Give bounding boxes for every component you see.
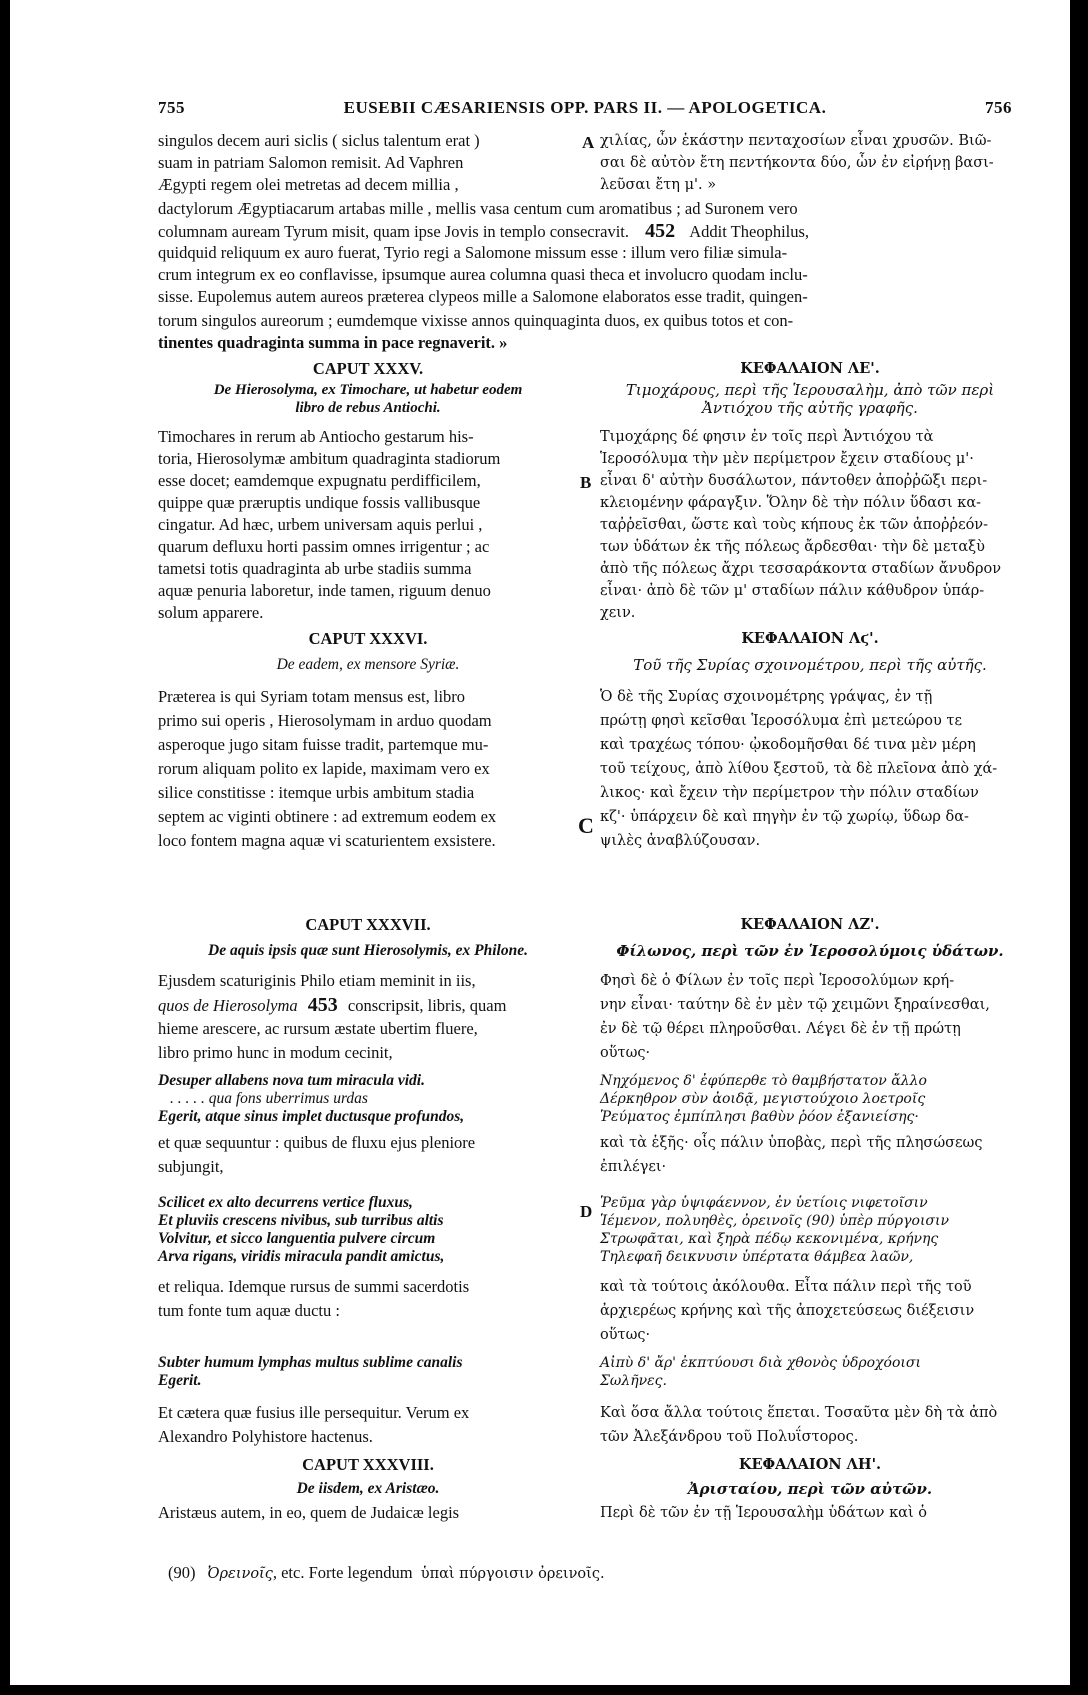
grk-verse-line: Στρωφᾶται, καὶ ξηρὰ πέδῳ κεκονιμένα, κρήνης <box>600 1231 939 1247</box>
grk-verse-line: Τηλεφαῆ δεικνυσιν ὑπέρτατα θάμβεα λαῶν, <box>600 1249 914 1265</box>
intro-full-line: quidquid reliquum ex auro fuerat, Tyrio regi a Salomone missum esse : illum vero filiæ simula- <box>158 243 788 262</box>
lat-text-line: et reliqua. Idemque rursus de summi sacerdotis <box>158 1277 470 1296</box>
kephalaion-35-title: ΚΕΦΑΛΑΙΟΝ ΛΕ'. <box>740 360 880 377</box>
verse-line: Scilicet ex alto decurrens vertice fluxus, <box>158 1194 413 1211</box>
grk-text-line: Ἱεροσόλυμα τὴν μὲν περίμετρον ἔχειν σταδίους μ'· <box>600 451 974 467</box>
grk-verse-line: Ῥεύματος ἐμπίπλησι βαθὺν ῥόον ἐξανιείσης· <box>600 1109 919 1125</box>
grk-text-line: τῶν Ἀλεξάνδρου τοῦ Πολυΐστορος. <box>600 1429 859 1445</box>
grk-text-line: ἀρχιερέως κρήνης καὶ τῆς ἀποχετεύσεως διέξεισιν <box>600 1303 975 1319</box>
kephalaion-35-subtitle: Τιμοχάρους, περὶ τῆς Ἱερουσαλὴμ, ἀπὸ τῶν περὶ <box>625 381 995 399</box>
grk-text-line: Ὁ δὲ τῆς Συρίας σχοινομέτρης γράψας, ἐν τῇ <box>600 689 933 705</box>
kephalaion-36-title: ΚΕΦΑΛΑΙΟΝ Λϛ'. <box>741 630 879 647</box>
footnote <box>168 1562 605 1585</box>
grk-text-line: Φησὶ δὲ ὁ Φίλων ἐν τοῖς περὶ Ἱεροσολύμων κρή- <box>600 973 955 989</box>
intro-right-line: λεῦσαι ἔτη μ'. » <box>600 177 717 193</box>
footnote-number: (90) <box>168 1563 196 1582</box>
grk-text-line: ψιλὲς ἀναβλύζουσαν. <box>600 833 761 849</box>
lat-text-line: et quæ sequuntur : quibus de fluxu ejus pleniore <box>158 1133 476 1152</box>
intro-full-line <box>158 220 809 243</box>
verse-line: Egerit, atque sinus implet ductusque profundos, <box>158 1108 465 1125</box>
lat-text-line: quarum defluxu horti passim omnes irrigentur ; ac <box>158 537 490 556</box>
grk-text-line: ἐπιλέγει· <box>600 1159 667 1175</box>
caput-36-subtitle: De eadem, ex mensore Syriæ. <box>276 656 460 673</box>
intro-full-line: torum singulos aureorum ; eumdemque vixisse annos quinquaginta duos, ex quibus totos et con- <box>158 311 794 330</box>
caput-38-title: CAPUT XXXVIII. <box>302 1455 434 1474</box>
grk-text-line: Καὶ ὅσα ἄλλα τούτοις ἕπεται. Τοσαῦτα μὲν δὴ τὰ ἀπὸ <box>600 1405 998 1421</box>
grk-text-line: οὕτως· <box>600 1327 651 1343</box>
grk-verse-line: Δέρκηθρον σὺν ἀοιδᾷ, μεγιστούχοιο λοετροῖς <box>600 1091 926 1107</box>
caput-35-title: CAPUT XXXV. <box>312 359 424 378</box>
footnote-text: , etc. Forte legendum <box>272 1563 413 1582</box>
grk-verse-line: Ῥεῦμα γὰρ ὑψιφάεννον, ἐν ὑετίοις νιφετοῖσιν <box>600 1195 928 1211</box>
intro-full-line: dactylorum Ægyptiacarum artabas mille , mellis vasa centum cum aromatibus ; ad Suronem vero <box>158 199 798 218</box>
running-title: EUSEBII CÆSARIENSIS OPP. PARS II. — APOLOGETICA. <box>343 98 827 117</box>
caput-37-subtitle: De aquis ipsis quæ sunt Hierosolymis, ex Philone. <box>208 942 528 959</box>
kephalaion-37-subtitle: Φίλωνος, περὶ τῶν ἐν Ἱεροσολύμοις ὑδάτων. <box>616 942 1004 960</box>
grk-text-line: καὶ τὰ ἑξῆς· οἷς πάλιν ὑποβὰς, περὶ τῆς πλησώσεως <box>600 1135 983 1151</box>
intro-full-line: sisse. Eupolemus autem aureos præterea clypeos mille a Salomone elaboratos esse tradit, quingen- <box>158 287 808 306</box>
lat-text-span: quos de Hierosolyma <box>158 996 298 1015</box>
intro-left-line: suam in patriam Salomon remisit. Ad Vaphren <box>158 153 464 172</box>
intro-right-line: σαι δὲ αὐτὸν ἔτη πεντήκοντα δύο, ὧν ἐν εἰρήνῃ βασι- <box>600 155 994 171</box>
lat-text-line: quippe quæ præruptis undique fossis vallibusque <box>158 493 481 512</box>
verse-line: Arva rigans, viridis miracula pandit amictus, <box>158 1248 445 1265</box>
scan-edge-left <box>0 0 10 1695</box>
caput-38-subtitle: De iisdem, ex Aristæo. <box>296 1480 440 1497</box>
lat-text-line: Ejusdem scaturiginis Philo etiam meminit in iis, <box>158 971 476 990</box>
verse-line: . . . . . qua fons uberrimus urdas <box>170 1090 368 1107</box>
grk-verse-line: Αἰπὺ δ' ἄρ' ἐκπτύουσι διὰ χθονὸς ὑδροχόοισι <box>600 1355 921 1371</box>
grk-text-line: οὕτως· <box>600 1045 651 1061</box>
lat-text-line: cingatur. Ad hæc, urbem universam aquis perlui , <box>158 515 483 534</box>
grk-text-line: ταῤῥεῖσθαι, ὥστε καὶ τοὺς κήπους ἐκ τῶν ἀποῤῥεόν- <box>600 517 989 533</box>
scan-edge-right <box>1070 0 1088 1695</box>
lat-text-line: silice constitisse : itemque urbis ambitum stadia <box>158 783 475 802</box>
running-header <box>150 90 1020 120</box>
grk-verse-line: Σωλῆνες. <box>600 1373 667 1389</box>
caput-35-subtitle: libro de rebus Antiochi. <box>295 400 441 416</box>
grk-text-line: καὶ τραχέως τόπου· ᾠκοδομῆσθαι δέ τινα μὲν μέρη <box>600 737 976 753</box>
grk-text-line: ἐν δὲ τῷ θέρει πληροῦσθαι. Λέγει δὲ ἐν τῇ πρώτῃ <box>600 1021 961 1037</box>
lat-text-span: conscripsit, libris, quam <box>347 996 507 1015</box>
lat-text-line: subjungit, <box>158 1157 224 1176</box>
grk-text-line: Περὶ δὲ τῶν ἐν τῇ Ἱερουσαλὴμ ὑδάτων καὶ ὁ <box>600 1505 927 1521</box>
kephalaion-38-subtitle: Ἀρισταίου, περὶ τῶν αὐτῶν. <box>687 1480 933 1498</box>
intro-full-line: crum integrum ex eo conflavisse, ipsumque aurea columna quasi theca et involucro quodam inclu- <box>158 265 808 284</box>
page-number-right: 756 <box>985 98 1012 117</box>
grk-text-line: εἶναι· ἀπὸ δὲ τῶν μ' σταδίων πάλιν κάθυδρον ὑπάρ- <box>600 583 985 599</box>
lat-text-line: hieme arescere, ac rursum æstate ubertim fluere, <box>158 1019 478 1038</box>
lat-text-line: esse docet; eamdemque expugnatu perdifficilem, <box>158 471 481 490</box>
verse-line: Volvitur, et sicco languentia pulvere circum <box>158 1230 436 1247</box>
kephalaion-38-title: ΚΕΦΑΛΑΙΟΝ ΛΗ'. <box>738 1456 882 1473</box>
grk-text-line: κλειομένην φάραγξιν. Ὅλην δὲ τὴν πόλιν ὕδασι κα- <box>600 495 982 511</box>
caput-37-title: CAPUT XXXVII. <box>305 915 431 934</box>
lat-text-line: Alexandro Polyhistore hactenus. <box>158 1427 373 1446</box>
kephalaion-37-title: ΚΕΦΑΛΑΙΟΝ ΛΖ'. <box>740 916 880 933</box>
margin-marker-c: C <box>578 813 594 838</box>
grk-text-line: Τιμοχάρης δέ φησιν ἐν τοῖς περὶ Ἀντιόχου τὰ <box>600 429 934 445</box>
lat-text-line: Aristæus autem, in eo, quem de Judaicæ legis <box>158 1503 460 1522</box>
marginal-number-453: 453 <box>307 994 338 1016</box>
intro-full-text: columnam auream Tyrum misit, quam ipse Jovis in templo consecravit. <box>158 222 629 241</box>
lat-text-line: tametsi totis quadraginta ab urbe stadiis summa <box>158 559 472 578</box>
intro-left-line: singulos decem auri siclis ( siclus talentum erat ) <box>158 131 480 150</box>
marginal-number-452: 452 <box>645 220 676 242</box>
intro-full-line: tinentes quadraginta summa in pace regnaverit. » <box>158 333 508 352</box>
grk-text-line: τοῦ τείχους, ἀπὸ λίθου ξεστοῦ, τὰ δὲ πλεῖονα ἀπὸ χά- <box>600 761 998 777</box>
caput-35-subtitle: De Hierosolyma, ex Timochare, ut habetur eodem <box>213 382 523 398</box>
grk-text-line: χειν. <box>600 605 636 621</box>
lat-text-line: primo sui operis , Hierosolymam in arduo quodam <box>158 711 492 730</box>
lat-text-line: libro primo hunc in modum cecinit, <box>158 1043 393 1062</box>
grk-text-line: καὶ τὰ τούτοις ἀκόλουθα. Εἶτα πάλιν περὶ τῆς τοῦ <box>600 1279 972 1295</box>
footnote-greek: Ὀρεινοῖς <box>207 1566 273 1582</box>
verse-line: Et pluviis crescens nivibus, sub turribus altis <box>158 1212 444 1229</box>
lat-text-line: Timochares in rerum ab Antiocho gestarum his- <box>158 427 474 446</box>
margin-marker-a: A <box>582 133 595 152</box>
lat-text-line: solum apparere. <box>158 603 264 622</box>
page-number-left: 755 <box>158 98 185 117</box>
lat-text-line: tum fonte tum aquæ ductu : <box>158 1301 340 1320</box>
grk-text-line: κζ'· ὑπάρχειν δὲ καὶ πηγὴν ἐν τῷ χωρίῳ, ὕδωρ δα- <box>600 809 969 825</box>
lat-text-line: rorum aliquam polito ex lapide, maximam vero ex <box>158 759 490 778</box>
grk-text-line: λικος· καὶ ἔχειν τὴν περίμετρον τὴν πόλιν σταδίων <box>600 785 979 801</box>
lat-text-line: Præterea is qui Syriam totam mensus est, libro <box>158 687 466 706</box>
kephalaion-36-subtitle: Τοῦ τῆς Συρίας σχοινομέτρου, περὶ τῆς αὐτῆς. <box>633 656 987 674</box>
grk-text-line: εἶναι δ' αὐτὴν δυσάλωτον, πάντοθεν ἀποῤῥῶξι περι- <box>600 473 988 489</box>
kephalaion-35-subtitle: Ἀντιόχου τῆς αὐτῆς γραφῆς. <box>702 399 918 417</box>
verse-line: Subter humum lymphas multus sublime canalis <box>158 1354 463 1371</box>
grk-text-line: πρώτῃ φησὶ κεῖσθαι Ἱεροσόλυμα ἐπὶ μετεώρου τε <box>600 713 962 729</box>
lat-text-line: asperoque jugo sitam fuisse tradit, partemque mu- <box>158 735 489 754</box>
grk-text-line: ἀπὸ τῆς πόλεως ἄχρι τεσσαράκοντα σταδίων ἄνυδρον <box>600 561 1002 577</box>
lat-text-line: toria, Hierosolymæ ambitum quadraginta stadiorum <box>158 449 501 468</box>
lat-text-line: aquæ penuria laboretur, inde tamen, riguum denuo <box>158 581 491 600</box>
lat-text-line: Et cætera quæ fusius ille persequitur. Verum ex <box>158 1403 470 1422</box>
footnote-greek: ὑπαὶ πύργοισιν ὀρεινοῖς. <box>420 1566 605 1582</box>
page-body <box>150 90 1020 120</box>
lat-text-line: septem ac viginti obtinere : ad extremum eodem ex <box>158 807 497 826</box>
caput-36-title: CAPUT XXXVI. <box>308 629 428 648</box>
intro-left-line: Ægypti regem olei metretas ad decem millia , <box>158 175 459 194</box>
lat-text-line: loco fontem magna aquæ vi scaturientem exsistere. <box>158 831 496 850</box>
intro-right-line: χιλίας, ὧν ἑκάστην πενταχοσίων εἶναι χρυσῶν. Βιῶ- <box>600 133 992 149</box>
scan-edge-bottom <box>0 1685 1088 1695</box>
grk-text-line: νην εἶναι· ταύτην δὲ ἐν μὲν τῷ χειμῶνι ξηραίνεσθαι, <box>600 997 990 1013</box>
verse-line: Egerit. <box>158 1372 202 1389</box>
margin-marker-d: D <box>580 1202 593 1221</box>
intro-full-text: Addit Theophilus, <box>689 222 810 241</box>
verse-line: Desuper allabens nova tum miracula vidi. <box>158 1072 425 1089</box>
grk-verse-line: Νηχόμενος δ' ἐφύπερθε τὸ θαμβήστατον ἄλλο <box>600 1073 927 1089</box>
margin-marker-b: B <box>580 473 592 492</box>
grk-text-line: των ὑδάτων ἐκ τῆς πόλεως ἄρδεσθαι· τὴν δὲ μεταξὺ <box>600 539 985 555</box>
grk-verse-line: Ἱέμενον, πολυηθὲς, ὀρεινοῖς (90) ὑπὲρ πύργοισιν <box>600 1213 949 1229</box>
lat-text-line <box>158 994 506 1017</box>
